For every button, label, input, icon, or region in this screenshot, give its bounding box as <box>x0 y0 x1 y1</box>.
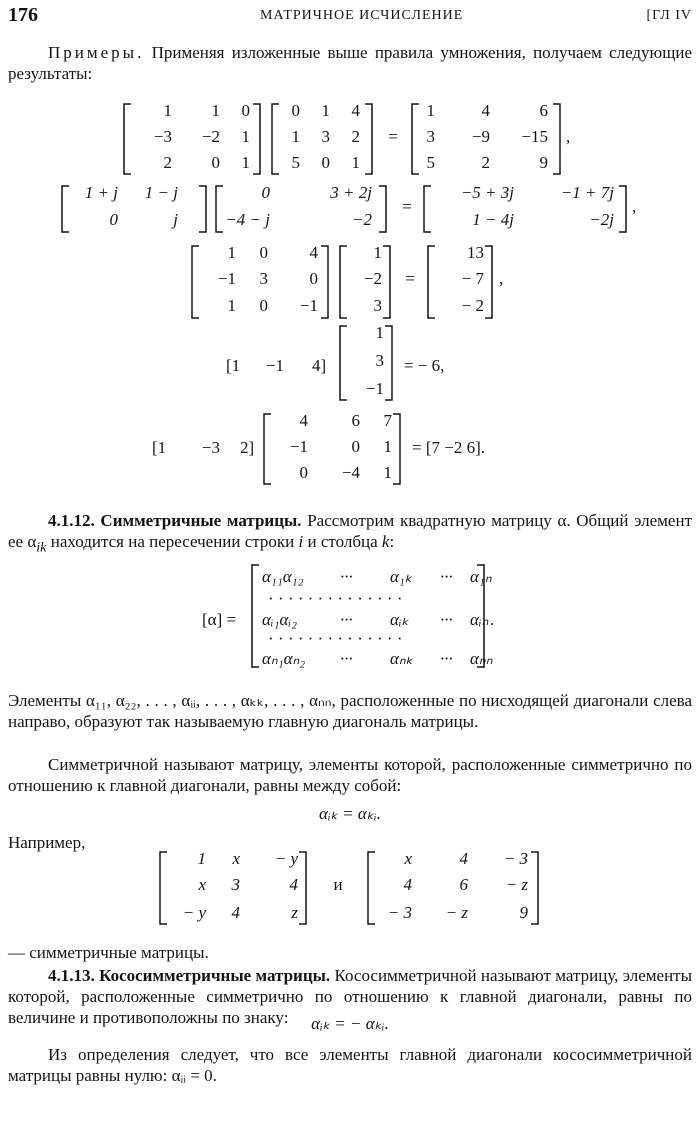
eq8-matrix-b-cell: − z <box>445 903 468 922</box>
section-4-1-13-text: Кососимметричной называют матрицу, элементы которой, расположенные симметрично по отношению к главной диагонали, равны по величине и противоположны по знаку: <box>8 966 693 1027</box>
eq1-matrix-c-cell: 5 <box>426 153 435 172</box>
eq1-matrix-a-cell: 1 <box>241 153 250 172</box>
eq8-matrix-a-cell: x <box>198 875 206 894</box>
eq2-matrix-b-cell: −2 <box>352 210 372 229</box>
eq6-dots-row: · · · · · · · · · · · · · · <box>268 589 403 608</box>
eq6-cell: αₙₖ <box>390 649 413 668</box>
eq1-matrix-c-cell: 9 <box>539 153 548 172</box>
eq1-matrix-c-cell: −15 <box>521 127 548 146</box>
eq5-matrix-cell: 6 <box>351 411 360 430</box>
eq6-dots-row: · · · · · · · · · · · · · · <box>268 629 403 648</box>
eq5-matrix-cell: −4 <box>341 463 360 482</box>
eq1-matrix-b-cell: 0 <box>291 101 300 120</box>
eq8-matrix-b-cell: 6 <box>459 875 468 894</box>
eq4-row-cell: −1 <box>265 356 284 375</box>
section-4-1-12-text2: находится на пересечении строки <box>46 532 299 551</box>
eq2-matrix-a-cell: 0 <box>109 210 118 229</box>
intro-text: Применяя изложенные выше правила умножения, получаем следующие результаты: <box>8 43 692 83</box>
eq6-cell: α₁₁α₁₂ <box>262 567 304 586</box>
eq3-matrix-a-cell: 3 <box>259 269 268 288</box>
symmetric-definition: Симметричной называют матрицу, элементы которой, расположенные симметрично по отношению к главной диагонали, равны между собой: <box>8 755 692 795</box>
eq6-cell: αₙ₁αₙ₂ <box>262 649 306 668</box>
eq3-matrix-c-cell: − 7 <box>461 269 484 288</box>
section-4-1-12-text: Рассмотрим квадратную матрицу α. Общий элемент ее α <box>8 511 693 551</box>
eq6-cell: ··· <box>440 567 453 586</box>
eq1-matrix-a-cell: 1 <box>211 101 220 120</box>
eq8-matrix-b-cell: − z <box>505 875 528 894</box>
eq1-matrix-c-cell: 4 <box>481 101 490 120</box>
eq4-result: = − 6, <box>404 356 445 375</box>
eq5-row-close: 2] <box>240 438 255 457</box>
eq4-column-cell: 3 <box>375 351 384 370</box>
for-example-label: Например, <box>8 833 86 852</box>
eq3-matrix-a-cell: 1 <box>227 243 236 262</box>
eq3-equals: = <box>405 269 415 288</box>
section-4-1-12-text4: : <box>389 532 395 551</box>
var-i: i <box>298 532 304 551</box>
eq5-result: = [7 −2 6]. <box>412 438 485 457</box>
eq4-row-open: [1 <box>226 356 241 375</box>
eq5-matrix-cell: 0 <box>351 437 360 456</box>
eq6-cell: αᵢₙ <box>470 610 489 629</box>
eq5-matrix-cell: 1 <box>383 437 392 456</box>
eq2-matrix-b-cell: 0 <box>261 183 270 202</box>
eq1-matrix-b-cell: 1 <box>351 153 360 172</box>
eq3-matrix-a-cell: 0 <box>259 243 268 262</box>
eq8-matrix-b-cell: 9 <box>519 903 528 922</box>
eq2-matrix-c-cell: −2j <box>589 210 614 229</box>
eq2-matrix-a-bracket <box>62 186 206 232</box>
eq3-matrix-c-cell: − 2 <box>461 296 484 315</box>
eq8-matrix-b-cell: 4 <box>403 875 412 894</box>
eq8-and: и <box>333 875 343 894</box>
eq1-matrix-c-cell: −9 <box>471 127 490 146</box>
eq1-matrix-b-cell: 1 <box>321 101 330 120</box>
eq2-matrix-c-cell: −1 + 7j <box>560 183 614 202</box>
eq8-matrix-a-cell: − y <box>274 849 298 868</box>
eq1-matrix-a-cell: 0 <box>241 101 250 120</box>
eq3-matrix-a-cell: 4 <box>309 243 318 262</box>
eq5-row-open: [1 <box>152 438 167 457</box>
eq3-matrix-a-cell: −1 <box>299 296 318 315</box>
var-k: k <box>381 532 390 551</box>
eq3-matrix-b-cell: 3 <box>373 296 382 315</box>
eq1-matrix-c-cell: 6 <box>539 101 548 120</box>
eq1-matrix-a-cell: 0 <box>211 153 220 172</box>
eq2-matrix-a-cell: j <box>173 210 178 229</box>
symmetric-caption: — симметричные матрицы. <box>8 943 209 962</box>
eq5-row-cell: −3 <box>201 438 220 457</box>
eq6-cell: ··· <box>440 649 453 668</box>
eq1-matrix-a-cell: 1 <box>163 101 172 120</box>
eq5-matrix-cell: 1 <box>383 463 392 482</box>
section-4-1-13-title: Кососимметричные матрицы. <box>99 966 331 985</box>
eq3-matrix-a-cell: 0 <box>309 269 318 288</box>
eq1-matrix-c-cell: 1 <box>426 101 435 120</box>
eq2-equals: = <box>402 197 412 216</box>
eq1-matrix-a-cell: 2 <box>163 153 172 172</box>
eq2-matrix-a-cell: 1 − j <box>144 183 178 202</box>
eq6-cell: ··· <box>340 567 353 586</box>
running-title: МАТРИЧНОЕ ИСЧИСЛЕНИЕ <box>260 8 464 23</box>
eq5-matrix-cell: 7 <box>383 411 392 430</box>
eq6-cell: ··· <box>340 649 353 668</box>
section-4-1-12-text3: и столбца <box>303 532 382 551</box>
eq1-matrix-c-cell: 2 <box>481 153 490 172</box>
eq6-cell: α₁ₖ <box>390 567 413 586</box>
eq6-cell: αₙₙ <box>470 649 493 668</box>
eq8-matrix-b-cell: − 3 <box>503 849 528 868</box>
last-paragraph: Из определения следует, что все элементы главной диагонали кососимметричной матрицы равны нулю: αᵢᵢ = 0. <box>8 1045 692 1085</box>
eq6-cell: α₁ₙ <box>470 567 492 586</box>
eq6-cell: ··· <box>440 610 453 629</box>
eq3-matrix-b-cell: −2 <box>363 269 382 288</box>
section-4-1-13-number: 4.1.13. <box>48 966 95 985</box>
subscript-ik: ik <box>36 539 47 556</box>
diagonal-paragraph: Элементы α₁₁, α₂₂, . . . , αᵢᵢ, . . . , αₖₖ, . . . , αₙₙ, расположенные по нисходящей диагонали слева направо, образуют так называемую главную диагональ матрицы. <box>8 691 692 731</box>
eq6-cell: ··· <box>340 610 353 629</box>
eq3-matrix-a-cell: 0 <box>259 296 268 315</box>
eq4-column-cell: −1 <box>365 379 384 398</box>
section-4-1-12-number: 4.1.12. <box>48 511 95 530</box>
eq3-matrix-b-cell: 1 <box>373 243 382 262</box>
eq1-matrix-a-cell: −3 <box>153 127 172 146</box>
eq3-matrix-a-cell: 1 <box>227 296 236 315</box>
eq8-matrix-a-cell: 1 <box>197 849 206 868</box>
eq8-matrix-b-cell: − 3 <box>387 903 412 922</box>
skew-symmetric-formula: αᵢₖ = − αₖᵢ. <box>311 1014 389 1033</box>
eq3-matrix-c-cell: 13 <box>467 243 484 262</box>
page-number: 176 <box>8 4 38 26</box>
symmetric-formula: αᵢₖ = αₖᵢ. <box>319 804 381 823</box>
chapter-label: [ГЛ IV <box>646 8 692 23</box>
eq8-matrix-a-cell: − y <box>182 903 206 922</box>
eq1-matrix-a-cell: 1 <box>241 127 250 146</box>
eq2-matrix-c-cell: −5 + 3j <box>460 183 514 202</box>
eq1-matrix-b-cell: 0 <box>321 153 330 172</box>
eq4-row-close: 4] <box>312 356 327 375</box>
eq3-punct: , <box>499 269 504 288</box>
eq8-matrix-a-cell: x <box>232 849 240 868</box>
eq8-matrix-a-cell: 4 <box>231 903 240 922</box>
eq5-matrix-cell: 4 <box>299 411 308 430</box>
eq5-matrix-cell: −1 <box>289 437 308 456</box>
eq1-matrix-b-cell: 1 <box>291 127 300 146</box>
eq1-matrix-b-cell: 5 <box>291 153 300 172</box>
examples-label: Примеры. <box>48 43 145 62</box>
eq6-lhs: [α] = <box>202 610 237 629</box>
eq8-matrix-a-cell: 4 <box>289 875 298 894</box>
eq1-matrix-b-cell: 4 <box>351 101 360 120</box>
eq6-punct: . <box>490 610 495 629</box>
eq6-cell: αᵢₖ <box>390 610 409 629</box>
eq8-matrix-a-cell: z <box>291 903 298 922</box>
eq8-matrix-b-cell: 4 <box>459 849 468 868</box>
eq1-matrix-a-bracket <box>124 104 260 174</box>
eq1-matrix-b-cell: 3 <box>321 127 330 146</box>
eq1-matrix-c-cell: 3 <box>426 127 435 146</box>
eq5-matrix-cell: 0 <box>299 463 308 482</box>
eq2-matrix-b-cell: 3 + 2j <box>330 183 372 202</box>
eq1-matrix-b-cell: 2 <box>351 127 360 146</box>
eq5-matrix-bracket <box>264 414 400 484</box>
eq1-matrix-a-cell: −2 <box>201 127 220 146</box>
eq1-equals: = <box>388 127 398 146</box>
section-4-1-12 <box>8 510 692 558</box>
section-4-1-12-title: Симметричные матрицы. <box>100 511 302 530</box>
eq2-matrix-a-cell: 1 + j <box>84 183 118 202</box>
eq3-matrix-a-cell: −1 <box>217 269 236 288</box>
eq6-cell: αᵢ₁αᵢ₂ <box>262 610 298 629</box>
eq4-column-cell: 1 <box>375 323 384 342</box>
eq8-matrix-b-cell: x <box>404 849 412 868</box>
eq2-matrix-c-cell: 1 − 4j <box>472 210 514 229</box>
eq8-matrix-a-cell: 3 <box>231 875 240 894</box>
eq1-punct: , <box>566 127 571 146</box>
eq2-punct: , <box>632 197 637 216</box>
eq2-matrix-b-cell: −4 − j <box>225 210 270 229</box>
